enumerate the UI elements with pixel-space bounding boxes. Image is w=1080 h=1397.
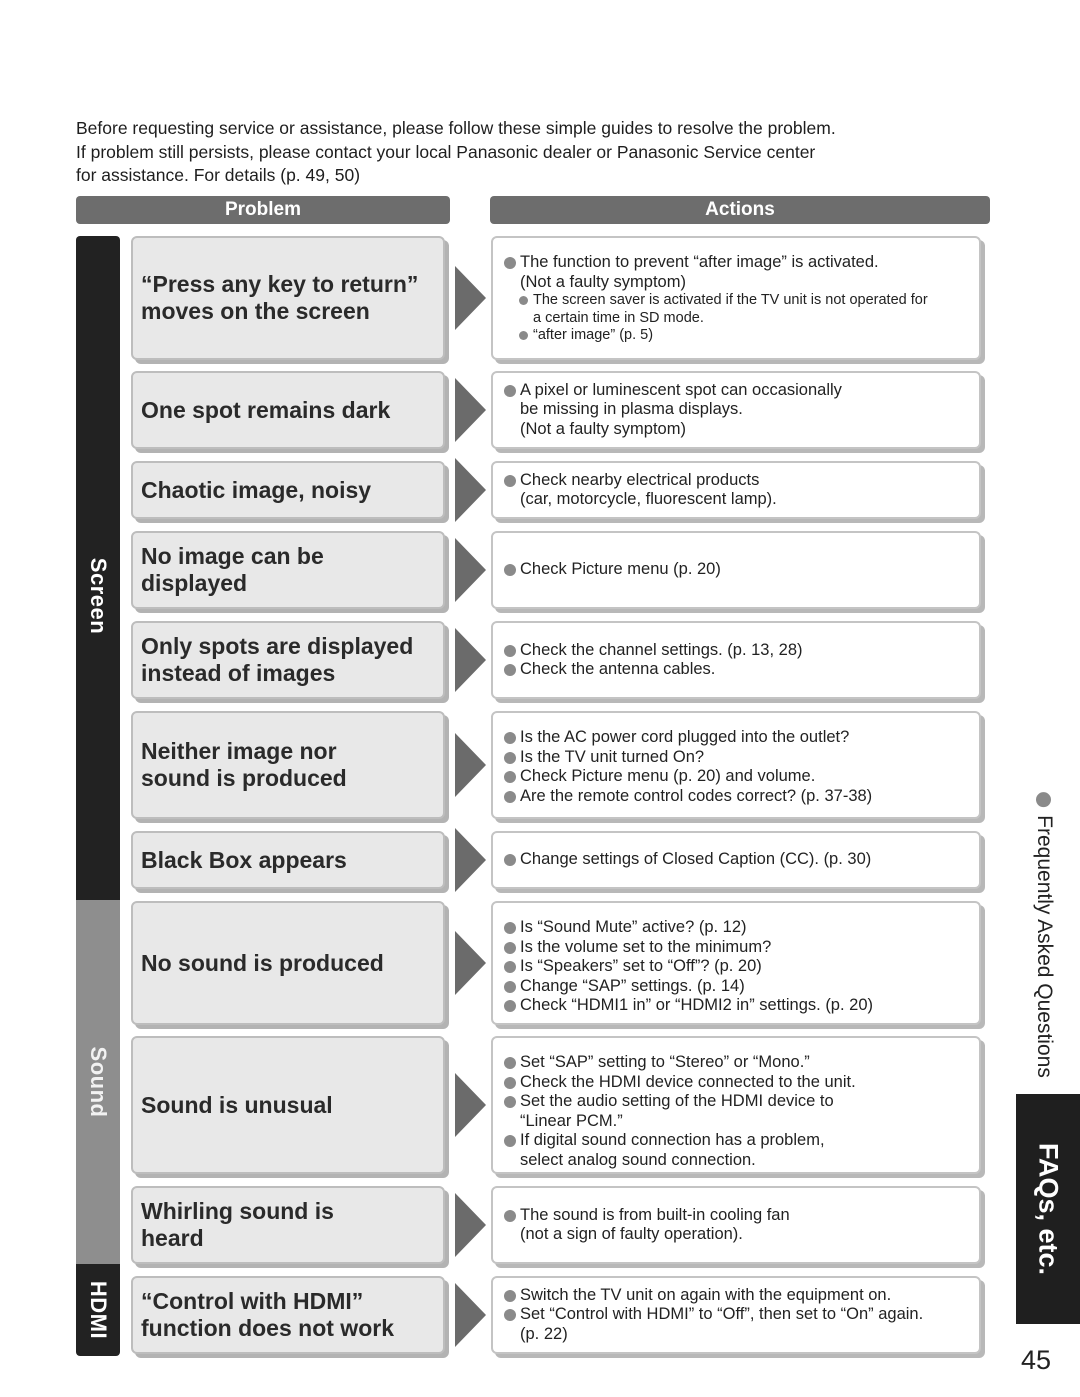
- actions-list: [503, 381, 842, 440]
- action-item: Check the antenna cables.: [503, 660, 803, 680]
- intro-text: [76, 117, 976, 188]
- problem-box: [131, 1276, 445, 1354]
- problem-box: [131, 236, 445, 360]
- action-item: Check nearby electrical products (car, motorcycle, fluorescent lamp).: [503, 471, 777, 510]
- problem-text: “Press any key to return” moves on the screen: [141, 271, 419, 324]
- problem-box: [131, 531, 445, 609]
- action-item: Check Picture menu (p. 20) and volume.: [503, 767, 872, 787]
- actions-box: [491, 901, 981, 1025]
- action-item: Set the audio setting of the HDMI device to “Linear PCM.”: [503, 1092, 856, 1131]
- arrow-right-icon: [455, 1193, 486, 1257]
- actions-box: [491, 531, 981, 609]
- problem-text: Black Box appears: [141, 846, 347, 873]
- actions-box: [491, 236, 981, 360]
- action-item: Set “Control with HDMI” to “Off”, then set to “On” again. (p. 22): [503, 1305, 923, 1344]
- action-item: The function to prevent “after image” is activated. (Not a faulty symptom): [503, 253, 928, 292]
- action-item: Is the AC power cord plugged into the outlet?: [503, 728, 872, 748]
- faq-row: [0, 711, 1080, 819]
- faq-tab: [1016, 1094, 1080, 1324]
- actions-list: [503, 471, 777, 510]
- faq-row: [0, 1276, 1080, 1354]
- action-item: Are the remote control codes correct? (p. 37-38): [503, 787, 872, 807]
- problem-box: [131, 711, 445, 819]
- problem-box: [131, 901, 445, 1025]
- actions-list: [503, 1053, 856, 1170]
- page-number: 45: [1021, 1345, 1052, 1375]
- problem-text: One spot remains dark: [141, 396, 391, 423]
- section-label: [1032, 792, 1056, 1078]
- action-item: If digital sound connection has a problem, select analog sound connection.: [503, 1131, 856, 1170]
- actions-box: [491, 1036, 981, 1174]
- actions-list: [503, 1206, 790, 1245]
- faq-row: [0, 531, 1080, 609]
- actions-list: [503, 253, 928, 345]
- action-item: Check the channel settings. (p. 13, 28): [503, 641, 803, 661]
- action-subitem: “after image” (p. 5): [503, 327, 928, 345]
- category-screen-label: Screen: [86, 557, 111, 635]
- actions-box: [491, 621, 981, 699]
- problem-text: “Control with HDMI” function does not work: [141, 1288, 394, 1341]
- action-item: A pixel or luminescent spot can occasionally be missing in plasma displays. (Not a faulty symptom): [503, 381, 842, 440]
- actions-list: [503, 850, 871, 870]
- arrow-right-icon: [455, 733, 486, 797]
- arrow-right-icon: [455, 828, 486, 892]
- section-label-text: Frequently Asked Questions: [1033, 815, 1056, 1078]
- actions-box: [491, 711, 981, 819]
- faq-row: [0, 901, 1080, 1025]
- faq-tab-label: FAQs, etc.: [1033, 1142, 1064, 1276]
- action-item: Check Picture menu (p. 20): [503, 560, 721, 580]
- faq-row: [0, 1036, 1080, 1174]
- actions-box: [491, 1186, 981, 1264]
- actions-list: [503, 1286, 923, 1345]
- arrow-right-icon: [455, 266, 486, 330]
- arrow-right-icon: [455, 538, 486, 602]
- problem-box: [131, 1186, 445, 1264]
- actions-list: [503, 560, 721, 580]
- problem-text: Whirling sound is heard: [141, 1198, 334, 1251]
- actions-list: [503, 641, 803, 680]
- faq-row: [0, 236, 1080, 360]
- faq-row: [0, 1186, 1080, 1264]
- actions-header: Actions: [490, 196, 990, 224]
- action-item: Is the volume set to the minimum?: [503, 938, 873, 958]
- arrow-right-icon: [455, 628, 486, 692]
- action-item: Check “HDMI1 in” or “HDMI2 in” settings. (p. 20): [503, 996, 873, 1016]
- problem-text: No sound is produced: [141, 949, 384, 976]
- problem-box: [131, 831, 445, 889]
- bullet-icon: [1037, 792, 1052, 807]
- actions-list: [503, 728, 872, 806]
- problem-box: [131, 461, 445, 519]
- action-item: Change “SAP” settings. (p. 14): [503, 977, 873, 997]
- problem-text: Chaotic image, noisy: [141, 476, 372, 503]
- intro-line-3: for assistance. For details (p. 49, 50): [76, 165, 361, 185]
- actions-box: [491, 371, 981, 449]
- intro-line-1: Before requesting service or assistance, please follow these simple guides to resolve the problem.: [76, 118, 836, 138]
- actions-box: [491, 831, 981, 889]
- problem-box: [131, 1036, 445, 1174]
- action-item: Change settings of Closed Caption (CC). (p. 30): [503, 850, 871, 870]
- faq-row: [0, 621, 1080, 699]
- arrow-right-icon: [455, 458, 486, 522]
- problem-text: Only spots are displayed instead of images: [141, 633, 414, 686]
- arrow-right-icon: [455, 1073, 486, 1137]
- arrow-right-icon: [455, 1283, 486, 1347]
- action-item: Set “SAP” setting to “Stereo” or “Mono.”: [503, 1053, 856, 1073]
- actions-box: [491, 461, 981, 519]
- problem-text: Neither image nor sound is produced: [141, 738, 347, 791]
- problem-header: Problem: [76, 196, 450, 224]
- action-item: Is “Sound Mute” active? (p. 12): [503, 918, 873, 938]
- faq-row: [0, 371, 1080, 449]
- problem-box: [131, 621, 445, 699]
- action-subitem: The screen saver is activated if the TV unit is not operated for a certain time in SD mode.: [503, 292, 928, 327]
- faq-row: [0, 461, 1080, 519]
- problem-box: [131, 371, 445, 449]
- category-hdmi-label: HDMI: [86, 1280, 111, 1340]
- faq-row: [0, 831, 1080, 889]
- action-item: Is the TV unit turned On?: [503, 748, 872, 768]
- arrow-right-icon: [455, 378, 486, 442]
- actions-list: [503, 918, 873, 1016]
- arrow-right-icon: [455, 931, 486, 995]
- action-item: The sound is from built-in cooling fan (not a sign of faulty operation).: [503, 1206, 790, 1245]
- category-sound-label: Sound: [86, 1046, 111, 1118]
- intro-line-2: If problem still persists, please contact your local Panasonic dealer or Panasonic Service center: [76, 141, 816, 162]
- action-item: Is “Speakers” set to “Off”? (p. 20): [503, 957, 873, 977]
- action-item: Check the HDMI device connected to the unit.: [503, 1073, 856, 1093]
- action-item: Switch the TV unit on again with the equipment on.: [503, 1286, 923, 1306]
- actions-box: [491, 1276, 981, 1354]
- problem-text: No image can be displayed: [141, 543, 324, 596]
- problem-text: Sound is unusual: [141, 1091, 333, 1118]
